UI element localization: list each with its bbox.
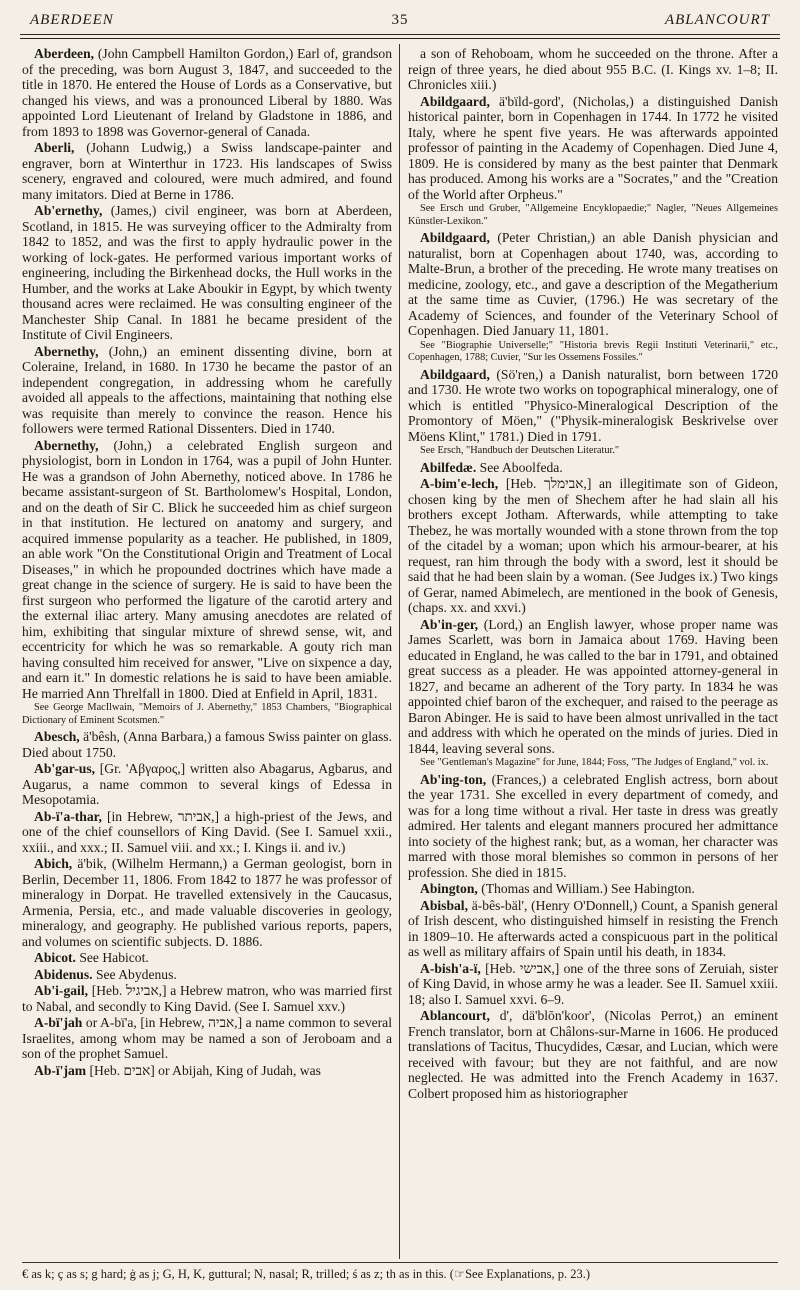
entry-headword: Abidenus. [34,966,93,982]
entry-headword: Abildgaard, [420,230,490,245]
dictionary-entry [22,46,392,139]
entry-headword: Ab'i-gail, [34,983,89,998]
entry-text: (John,) a celebrated English surgeon and physiologist, born in London in 1764, was a pupil of John Hunter. He was a grandson of John Abernethy, noticed above. In 1786 he became assistant-surgeon of St. Bartholomew's Hospital, London, and on the death of Sir C. Blick he succeeded him as chief surgeon in that institution. He lectured on anatomy and surgery, and acquired immense popularity as a teacher. He published, in 1809, an able work "On the Constitutional Origin and Treatment of Local Diseases," in which he propounded doctrines which have made a great change in the science of surgery. He is said to have been the first surgeon who performed the ligature of the carotid artery and the external iliac artery. Many amusing anecdotes are related of him, exhibiting that singular mixture of shrewd sense, wit, and eccentricity for which he was so remarkable. A gouty rich man having consulted him received for answer, "Live on sixpence a day, and earn it." In domestic relations he is said to have been amiable. He married Ann Threlfall in 1800. Died at Enfield in April, 1831. [22,437,392,701]
entry-text: [Heb. אבים] or Abijah, King of Judah, was [86,1062,321,1078]
entry-text: d', dä'blōn'koor', (Nicolas Perrot,) an eminent French translator, born at Châlons-sur-Marne in 1606. He produced translations of Tacitus, Thucydides, Cæsar, and Lucian, which were received with favour; but they are not faithful, and are now neglected. He was admitted into the French Academy in 1637. Colbert proposed him as historiographer [408,1008,778,1101]
dictionary-entry [22,1063,392,1079]
entry-text: ä-bês-bäl', (Henry O'Donnell,) Count, a Spanish general of Irish descent, who distinguished himself in resisting the French in 1809–10. He afterwards acted a conspicuous part in the political as well as military affairs of Spain until his death, in 1834. [408,897,778,959]
entry-headword: Ab'ing-ton, [420,771,487,787]
dictionary-entry [22,1015,392,1062]
entry-text: (Sö'ren,) a Danish naturalist, born between 1720 and 1730. He wrote two works on topographical mineralogy, one of which is entitled "Physico-Mineralogical Description of the Promontory of Möen," ("Physik-mineralogisk Beskrivelse over Möens Klint," 1781.) Died in 1791. [408,366,778,444]
entry-headword: Abington, [420,881,478,896]
dictionary-entry [22,203,392,343]
dictionary-entry [22,950,392,966]
column-divider [399,44,400,1259]
entry-text: See Abydenus. [92,966,177,982]
entry-headword: Ab'ernethy, [34,203,103,218]
pronunciation-key-text: € as k; ç as s; g hard; ġ as j; G, H, K, guttural; N, nasal; R, trilled; ś as z; th as in this. [22,1267,447,1281]
dictionary-entry [408,961,778,1008]
entry-text: or A-bï'a, [in Hebrew, אביה,] a name common to several Israelites, among whom may be named a son of Jeroboam and a son of the prophet Samuel. [22,1015,392,1061]
entry-text: (Frances,) a celebrated English actress, born about the year 1731. She excelled in every department of comedy, and was for a long time without a rival. Her taste in dress was greatly admired. Her talents and elegant manners procured her admittance into society of the highest rank; but, as a woman, her character was marred with those moral blemishes so common in persons of her profession. She died in 1815. [408,771,778,880]
right-column [408,46,778,1246]
entry-headword: Ablancourt, [420,1008,490,1023]
entry-headword: Aberli, [34,140,75,155]
entry-text: See Habicot. [75,950,149,965]
dictionary-entry [22,856,392,949]
entry-headword: Ab'in-ger, [420,616,479,632]
entry-text: a son of Rehoboam, whom he succeeded on the throne. After a reign of three years, he died about 955 B.C. (I. Kings xv. 1–8; II. Chronicles xiii.) [408,46,778,92]
explanations-note: (☞See Explanations, p. 23.) [449,1267,591,1281]
header-right-word: ABLANCOURT [664,12,770,28]
entry-text: (John,) an eminent dissenting divine, born at Coleraine, Ireland, in 1680. In 1730 he became the pastor of an independent congregation, in addressing whom he carefully avoided all appeals to the affections, maintaining that nothing else was requisite than merely to convince the reason. Hence his followers were termed Rational Dissenters. Died in 1740. [22,343,392,436]
pronunciation-key [22,1262,778,1286]
dictionary-entry [408,1008,778,1101]
dictionary-entry [22,438,392,702]
dictionary-entry [22,344,392,437]
entry-headword: Abesch, [34,729,80,744]
entry-text: (James,) civil engineer, was born at Aberdeen, Scotland, in 1815. He was surveying officer to the Admiralty from 1842 to 1852, and was the first to apply hydraulic power in the working of lock-gates. He performed various important works of engineering, including the Birkenhead docks, the Hull works in the Humber, and the works at Lake Aboukir in Egypt, by which twenty thousand acres were reclaimed. He was consulting engineer of the Manchester Ship Canal. In 1881 he became president of the Institute of Civil Engineers. [22,203,392,342]
entry-headword: Abicot. [34,950,76,965]
dictionary-entry [22,983,392,1014]
source-citation: See "Gentleman's Magazine" for June, 1844; Foss, "The Judges of England," vol. ix. [420,757,769,768]
entry-headword: Abich, [34,856,73,871]
entry-text: (Lord,) an English lawyer, whose proper name was James Scarlett, was born in Jamaica about 1769. Having been educated in England, he was called to the bar in 1791, and obtained great success as a pleader. He was appointed attorney-general in 1827, and became an adherent of the Tory party. In 1834 he was appointed chief baron of the exchequer, and raised to the peerage as Baron Abinger. He is said to have been almost unrivalled in the tact and address with which he operated on the minds of juries. Died in 1844, leaving several sons. [408,616,778,756]
source-citation: See Ersch, "Handbuch der Deutschen Literatur." [420,445,620,456]
entry-text: ä'bïld-gord', (Nicholas,) a distinguished Danish historical painter, born in Copenhagen in 1744. In 1772 he visited Italy, where he spent five years. He was afterwards appointed professor of painting in the Academy of Copenhagen. Died June 4, 1809. He is considered by many as the best painter that Denmark has produced. Among his works are a "Socrates," and the "Creation of the World after Orpheus." [408,93,778,202]
entry-text: [Heb. אבימלך,] an illegitimate son of Gideon, chosen king by the men of Shechem after he had slain all his brothers except Jotham. Afterwards, while attempting to take Thebez, he was mortally wounded with a stone thrown from the top of the citadel by a woman; upon which his armour-bearer, at his request, ran him through the body with a sword, lest it should be said that he had been slain by a woman. (See Judges ix.) Two kings of Gerar, named Abimelech, are mentioned in the book of Genesis, (chaps. xx. and xxvi.) [408,476,778,615]
dictionary-entry [408,460,778,476]
entry-text: [Heb. אבישי,] one of the three sons of Zeruiah, sister of King David, in whose army he was a leader. See II. Samuel xxiii. 18; also I. Samuel xxvi. 6–9. [408,960,778,1007]
dictionary-entry [408,898,778,960]
entry-headword: A-bim'e-lech, [420,476,499,491]
dictionary-entry [408,46,778,93]
entry-text: ä'bêsh, (Anna Barbara,) a famous Swiss painter on glass. Died about 1750. [22,729,392,760]
entry-headword: Abilfedæ. [420,459,477,475]
entry-text: (Thomas and William.) See Habington. [477,881,695,896]
page-number: 35 [391,12,409,28]
dictionary-entry [408,230,778,339]
entry-text: See Aboolfeda. [476,459,563,475]
entry-headword: Aberdeen, [34,46,95,61]
dictionary-entry [22,140,392,202]
dictionary-entry [22,761,392,808]
dictionary-entry [408,367,778,445]
entry-text: [in Hebrew, אביתר,] a high-priest of the Jews, and one of the chief counsellors of King David. (See I. Samuel xxii., xxiii., and xxx.; II. Samuel viii. and xx.; I. Kings ii. and iv.) [22,808,392,855]
dictionary-entry [22,809,392,856]
dictionary-entry [408,772,778,881]
dictionary-entry [408,94,778,203]
entry-headword: Ab-ï'jam [34,1062,87,1078]
entry-text: (Johann Ludwig,) a Swiss landscape-painter and engraver, born at Winterthur in 1723. His landscapes of Swiss scenery, engraved and coloured, were much admired, and found many imitators. Died at Berne in 1786. [22,140,392,202]
entry-headword: Abernethy, [34,437,99,453]
dictionary-entry [22,729,392,760]
entry-headword: Ab'gar-us, [34,761,96,776]
source-citation: See Ersch und Gruber, "Allgemeine Encyklopaedie;" Nagler, "Neues Allgemeines Künstler-Lexikon." [408,203,778,227]
dictionary-entry [22,967,392,983]
dictionary-entry [408,881,778,897]
header-rule [20,38,780,39]
source-citation: See George MacIlwain, "Memoirs of J. Abernethy," 1853 Chambers, "Biographical Dictionary of Eminent Scotsmen." [22,702,392,726]
running-header [20,8,780,35]
entry-text: [Heb. אביגיל,] a Hebrew matron, who was married first to Nabal, and secondly to King David. (See I. Samuel xxv.) [22,983,392,1014]
entry-text: ä'bik, (Wilhelm Hermann,) a German geologist, born in Berlin, December 11, 1806. From 1842 to 1877 he was professor of mineralogy in Dorpat. He travelled extensively in the Caucasus, Armenia, Persia, etc., and made valuable discoveries in geology, mineralogy, and geography. He published various reports, papers, and volumes on scientific subjects. D. 1886. [22,856,392,949]
entry-headword: Abisbal, [420,897,468,913]
entry-headword: Abernethy, [34,343,99,359]
entry-headword: A-bï'jah [34,1015,83,1030]
dictionary-entry [408,476,778,616]
entry-headword: Ab-ï'a-thar, [34,808,102,824]
dictionary-entry [408,617,778,757]
entry-text: (Peter Christian,) an able Danish physician and naturalist, born at Copenhagen about 1740, was, according to Malte-Brun, a brother of the preceding. He wrote many treatises on medicine, zoology, etc., and gave a description of the Megatherium at the same time as Cuvier, (1796.) He was secretary of the Academy of Sciences, and founder of the Veterinary School of Copenhagen. Died January 11, 1801. [408,230,778,338]
source-citation: See "Biographie Universelle;" "Historia brevis Regii Instituti Veterinarii," etc., Copenhagen, 1788; Cuvier, "Sur les Ossemens Fossiles." [408,339,778,363]
entry-headword: Abildgaard, [420,366,490,382]
header-left-word: ABERDEEN [30,12,114,28]
entry-text: [Gr. 'Αβγαρος,] written also Abagarus, Agbarus, and Augarus, a name common to several kings of Edessa in Mesopotamia. [22,761,392,807]
entry-headword: Abildgaard, [420,93,490,109]
entry-headword: A-bish'a-ï, [420,960,481,976]
left-column [22,46,392,1246]
entry-text: (John Campbell Hamilton Gordon,) Earl of, grandson of the preceding, was born August 3, 1847, and succeeded to the title in 1870. He entered the House of Lords as a Conservative, but changed his views, and was a pronounced Liberal by 1880. Was appointed Lord Lieutenant of Ireland by Gladstone in 1886, and from 1893 to 1898 was Governor-general of Canada. [22,46,392,139]
